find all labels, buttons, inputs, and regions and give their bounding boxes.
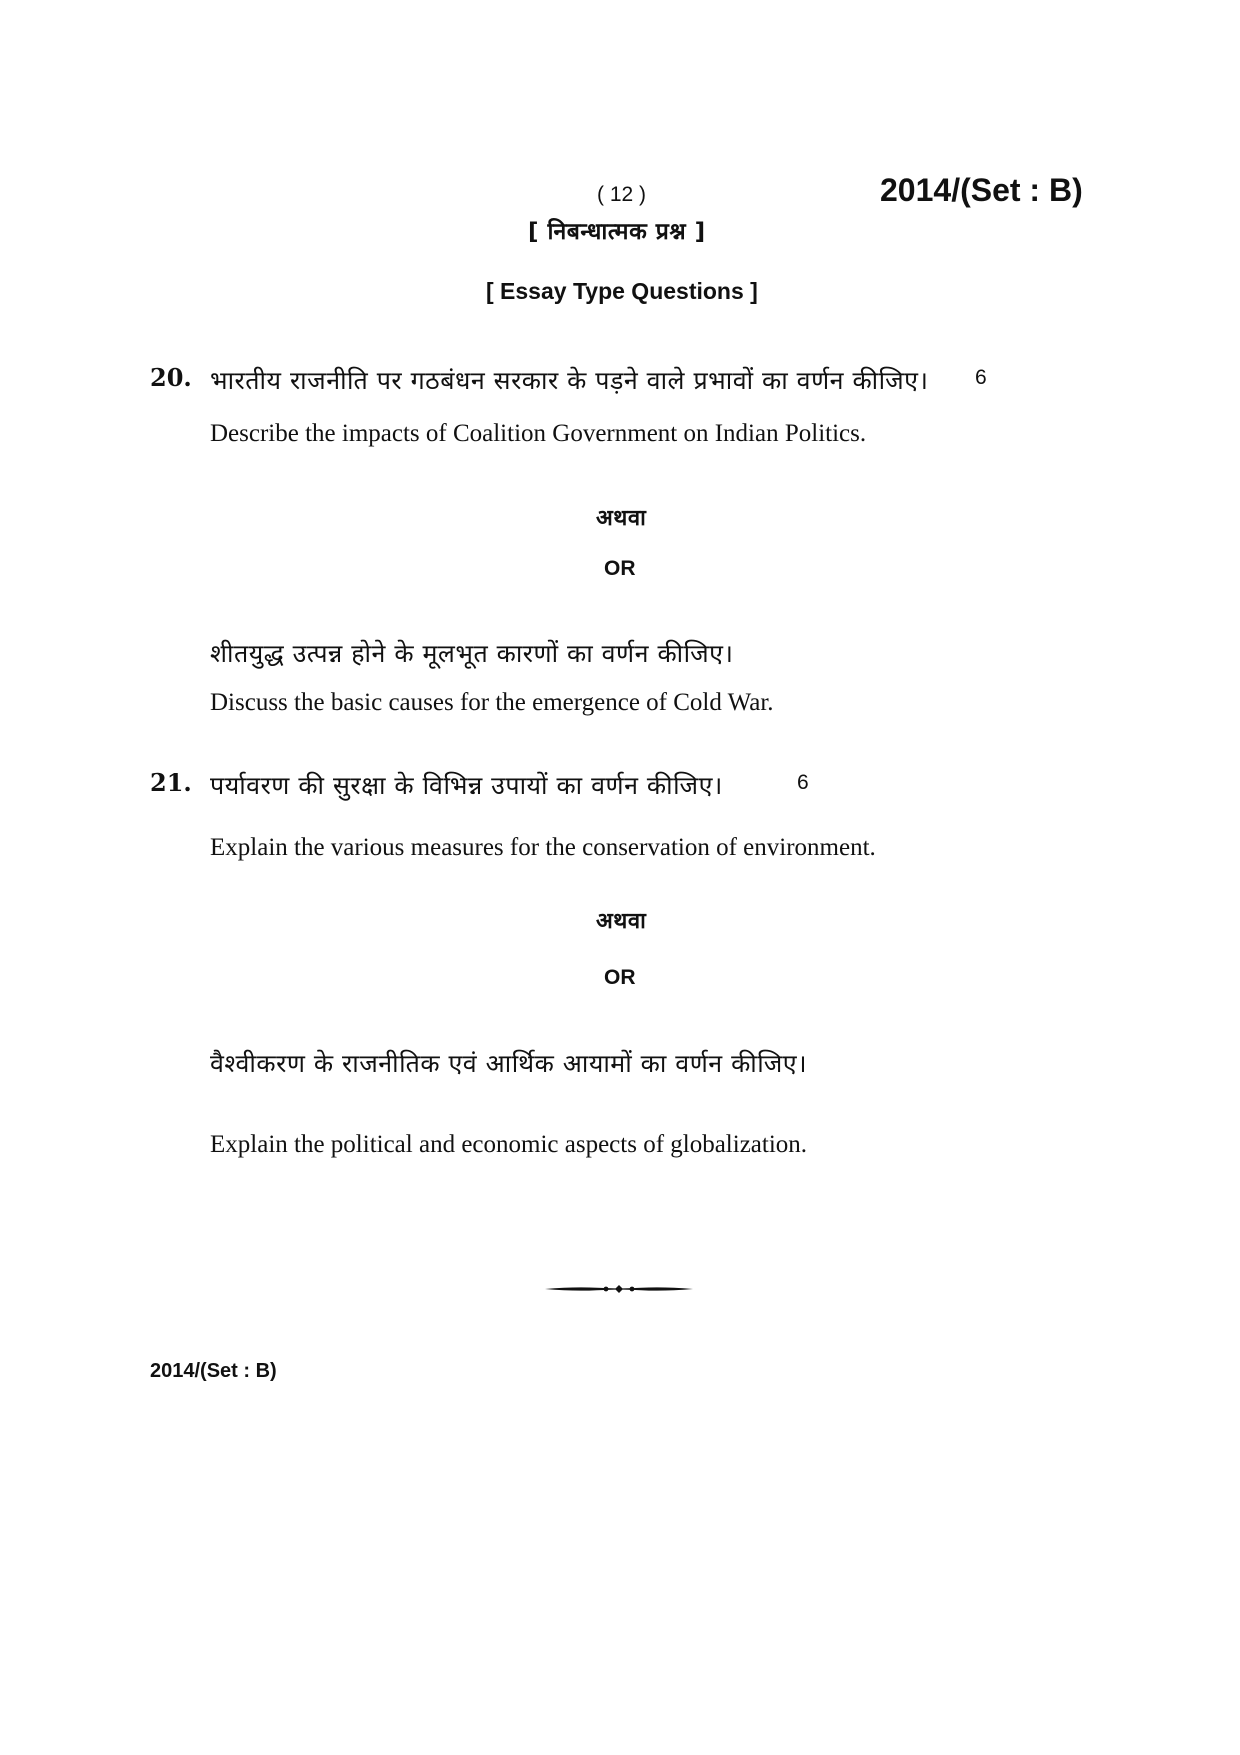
section-title-english: [ Essay Type Questions ] <box>486 278 758 304</box>
end-divider-ornament <box>545 1282 693 1296</box>
question-number: 21. <box>150 768 192 797</box>
question-text-hindi: पर्यावरण की सुरक्षा के विभिन्न उपायों का वर्णन कीजिए। <box>210 771 723 800</box>
footer-set-code: 2014/(Set : B) <box>150 1360 277 1382</box>
section-title-hindi: [ निबन्धात्मक प्रश्न ] <box>528 219 706 245</box>
alt-question-text-english: Explain the political and economic aspects of globalization. <box>210 1131 808 1158</box>
set-code-header: 2014/(Set : B) <box>880 172 1083 208</box>
question-number: 20. <box>150 363 192 392</box>
question-text-hindi: भारतीय राजनीति पर गठबंधन सरकार के पड़ने वाले प्रभावों का वर्णन कीजिए। <box>210 366 929 395</box>
alt-question-text-hindi: शीतयुद्ध उत्पन्न होने के मूलभूत कारणों का वर्णन कीजिए। <box>210 639 734 668</box>
or-label-english: OR <box>604 557 636 580</box>
question-marks: 6 <box>975 366 987 389</box>
question-text-english: Explain the various measures for the conservation of environment. <box>210 834 876 861</box>
question-marks: 6 <box>797 771 809 794</box>
or-label-hindi: अथवा <box>596 909 647 934</box>
or-label-hindi: अथवा <box>596 506 647 531</box>
alt-question-text-hindi: वैश्वीकरण के राजनीतिक एवं आर्थिक आयामों का वर्णन कीजिए। <box>210 1049 808 1078</box>
alt-question-text-english: Discuss the basic causes for the emergence of Cold War. <box>210 689 774 716</box>
question-text-english: Describe the impacts of Coalition Government on Indian Politics. <box>210 420 867 447</box>
page-number: ( 12 ) <box>597 183 647 206</box>
or-label-english: OR <box>604 966 636 989</box>
